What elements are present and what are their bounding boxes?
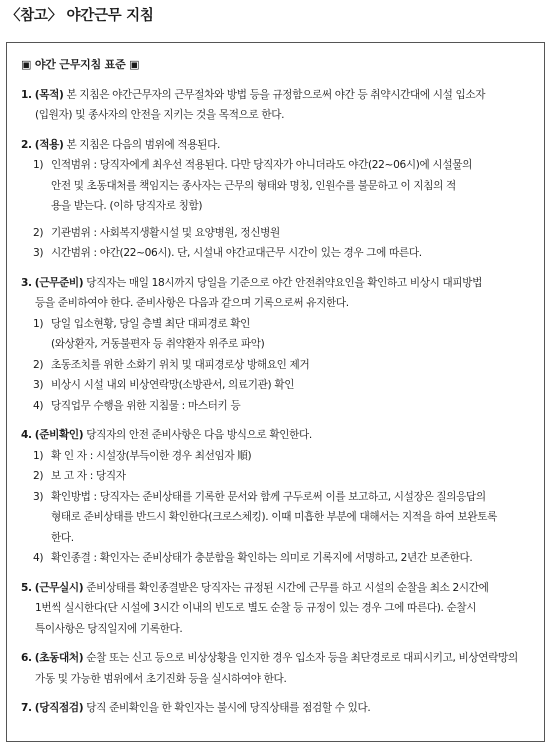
list-item-text xyxy=(51,446,534,467)
section-heading: (근무실시) xyxy=(34,581,84,594)
section-text: 순찰 또는 신고 등으로 비상상황을 인지한 경우 입소자 등을 최단경로로 대피시키고, 비상연락망의 xyxy=(86,652,518,664)
guideline-content xyxy=(7,43,544,719)
section-heading: (초동대처) xyxy=(34,652,84,664)
list-item-text xyxy=(51,314,534,355)
list-item xyxy=(21,466,534,487)
section-number: 2. xyxy=(21,138,32,151)
section-heading: (목적) xyxy=(34,88,64,101)
section-number: 3. xyxy=(21,276,32,289)
section-continuation: 등을 준비하여야 한다. 준비사항은 다음과 같으며 기록으로써 유지한다. xyxy=(35,297,349,309)
section-number: 1. xyxy=(21,88,32,101)
list-item-line: 당일 입소현황, 당일 층별 최단 대피경로 확인 xyxy=(51,317,251,330)
section-heading: (근무준비) xyxy=(34,276,84,289)
list-item-number: 3) xyxy=(33,379,44,391)
section-text: 본 지침은 다음의 범위에 적용된다. xyxy=(66,138,220,151)
section-2 xyxy=(21,135,534,264)
list-item xyxy=(21,548,534,569)
list-item xyxy=(21,155,534,217)
list-item-number: 3) xyxy=(33,247,44,259)
section-5 xyxy=(21,578,534,640)
section-text: 본 지침은 야간근무자의 근무절차와 방법 등을 규정함으로써 야간 등 취약시간대에 시설 입소자 xyxy=(66,88,486,101)
list-item-line: 확인종결 : 확인자는 준비상태가 충분함을 확인하는 의미로 기록지에 서명하고, 2년간 보존한다. xyxy=(51,552,473,564)
list-item xyxy=(21,355,534,376)
list-item-line: 시간범위 : 야간(22~06시). 단, 시설내 야간교대근무 시간이 있는 경우 그에 따른다. xyxy=(51,247,422,259)
list-item-number: 2) xyxy=(33,358,44,371)
section-text: 당직 준비확인을 한 확인자는 불시에 당직상태를 점검할 수 있다. xyxy=(86,702,371,714)
list-item-line: 당직업무 수행을 위한 지침물 : 마스터키 등 xyxy=(51,399,241,412)
section-4 xyxy=(21,425,534,569)
section-heading-line xyxy=(21,648,534,669)
list-item-text xyxy=(51,487,534,549)
list-item-line: 초동조치를 위한 소화기 위치 및 대피경로상 방해요인 제거 xyxy=(51,358,310,371)
list-item xyxy=(21,396,534,417)
section-number: 6. xyxy=(21,652,32,664)
list-item-number: 3) xyxy=(33,490,44,503)
list-item xyxy=(21,446,534,467)
list-item xyxy=(21,375,534,396)
list-item-number: 1) xyxy=(33,159,44,171)
list-item-text xyxy=(51,466,534,487)
section-heading-line xyxy=(21,273,534,294)
list-item xyxy=(21,314,534,355)
list-item-line: 보 고 자 : 당직자 xyxy=(51,470,126,482)
list-item-line: 한다. xyxy=(51,531,74,544)
list-item-line: 기관범위 : 사회복지생활시설 및 요양병원, 정신병원 xyxy=(51,226,280,239)
section-heading-line xyxy=(21,85,534,106)
section-6 xyxy=(21,648,534,689)
section-7 xyxy=(21,698,534,719)
list-item-text xyxy=(51,375,534,396)
section-continuation: 가동 및 가능한 범위에서 초기진화 등을 실시하여야 한다. xyxy=(35,672,287,685)
list-item-text xyxy=(51,396,534,417)
section-heading: (적용) xyxy=(34,138,64,151)
section-heading: (당직점검) xyxy=(34,702,84,714)
list-item-number: 4) xyxy=(33,552,44,564)
list-item-number: 1) xyxy=(33,317,44,330)
section-number: 7. xyxy=(21,702,32,714)
list-item-line: 확인방법 : 당직자는 준비상태를 기록한 문서와 함께 구두로써 이를 보고하고, 시설장은 질의응답의 xyxy=(51,490,486,503)
list-item-number: 4) xyxy=(33,399,44,412)
list-item-line: 비상시 시설 내외 비상연락망(소방관서, 의료기관) 확인 xyxy=(51,379,295,391)
box-title: ▣ 야간 근무지침 표준 ▣ xyxy=(21,58,140,71)
list-item-line: 용을 받는다. (이하 당직자로 칭함) xyxy=(51,200,203,212)
guideline-box xyxy=(6,42,545,742)
list-item-text xyxy=(51,355,534,376)
list-item-line: 인적범위 : 당직자에게 최우선 적용된다. 다만 당직자가 아니더라도 야간(22~06시)에 시설물의 xyxy=(51,159,472,171)
section-heading-line xyxy=(21,425,534,446)
list-item-text xyxy=(51,223,534,244)
page-title: 〈참고〉 야간근무 지침 xyxy=(6,8,154,24)
list-item-text xyxy=(51,548,534,569)
list-item-text xyxy=(51,155,534,217)
list-item-number: 2) xyxy=(33,226,44,239)
section-text: 당직자는 매일 18시까지 당일을 기준으로 야간 안전취약요인을 확인하고 비상시 대피방법 xyxy=(86,276,483,289)
list-item-line: (와상환자, 거동불편자 등 취약환자 위주로 파악) xyxy=(51,338,265,350)
list-item-number: 1) xyxy=(33,449,44,462)
section-heading-line xyxy=(21,578,534,599)
section-continuation: 특이사항은 당직일지에 기록한다. xyxy=(35,622,183,635)
section-number: 5. xyxy=(21,581,32,594)
list-item-line: 안전 및 초동대처를 책임지는 종사자는 근무의 형태와 명칭, 인원수를 불문하고 이 지침의 적 xyxy=(51,179,456,192)
list-item-line: 형태로 준비상태를 반드시 확인한다(크로스체킹). 이때 미흡한 부분에 대해서는 지적을 하여 보완토록 xyxy=(51,511,497,523)
section-1 xyxy=(21,85,534,126)
list-item xyxy=(21,223,534,244)
list-item xyxy=(21,243,534,264)
section-3 xyxy=(21,273,534,417)
section-heading-line xyxy=(21,698,534,719)
list-item xyxy=(21,487,534,549)
section-heading-line xyxy=(21,135,534,156)
list-item-number: 2) xyxy=(33,470,44,482)
sections-container xyxy=(21,85,534,719)
section-number: 4. xyxy=(21,429,32,441)
list-item-line: 확 인 자 : 시설장(부득이한 경우 최선임자 順) xyxy=(51,449,252,462)
section-text: 준비상태를 확인종결받은 당직자는 규정된 시간에 근무를 하고 시설의 순찰을 최소 2시간에 xyxy=(86,581,489,594)
list-item-text xyxy=(51,243,534,264)
section-continuation: 1번씩 실시한다(단 시설에 3시간 이내의 빈도로 별도 순찰 등 규정이 있는 경우 그에 따른다). 순찰시 xyxy=(35,602,477,614)
section-continuation: (입원자) 및 종사자의 안전을 지키는 것을 목적으로 한다. xyxy=(35,109,285,121)
section-heading: (준비확인) xyxy=(34,429,84,441)
section-text: 당직자의 안전 준비사항은 다음 방식으로 확인한다. xyxy=(86,429,312,441)
